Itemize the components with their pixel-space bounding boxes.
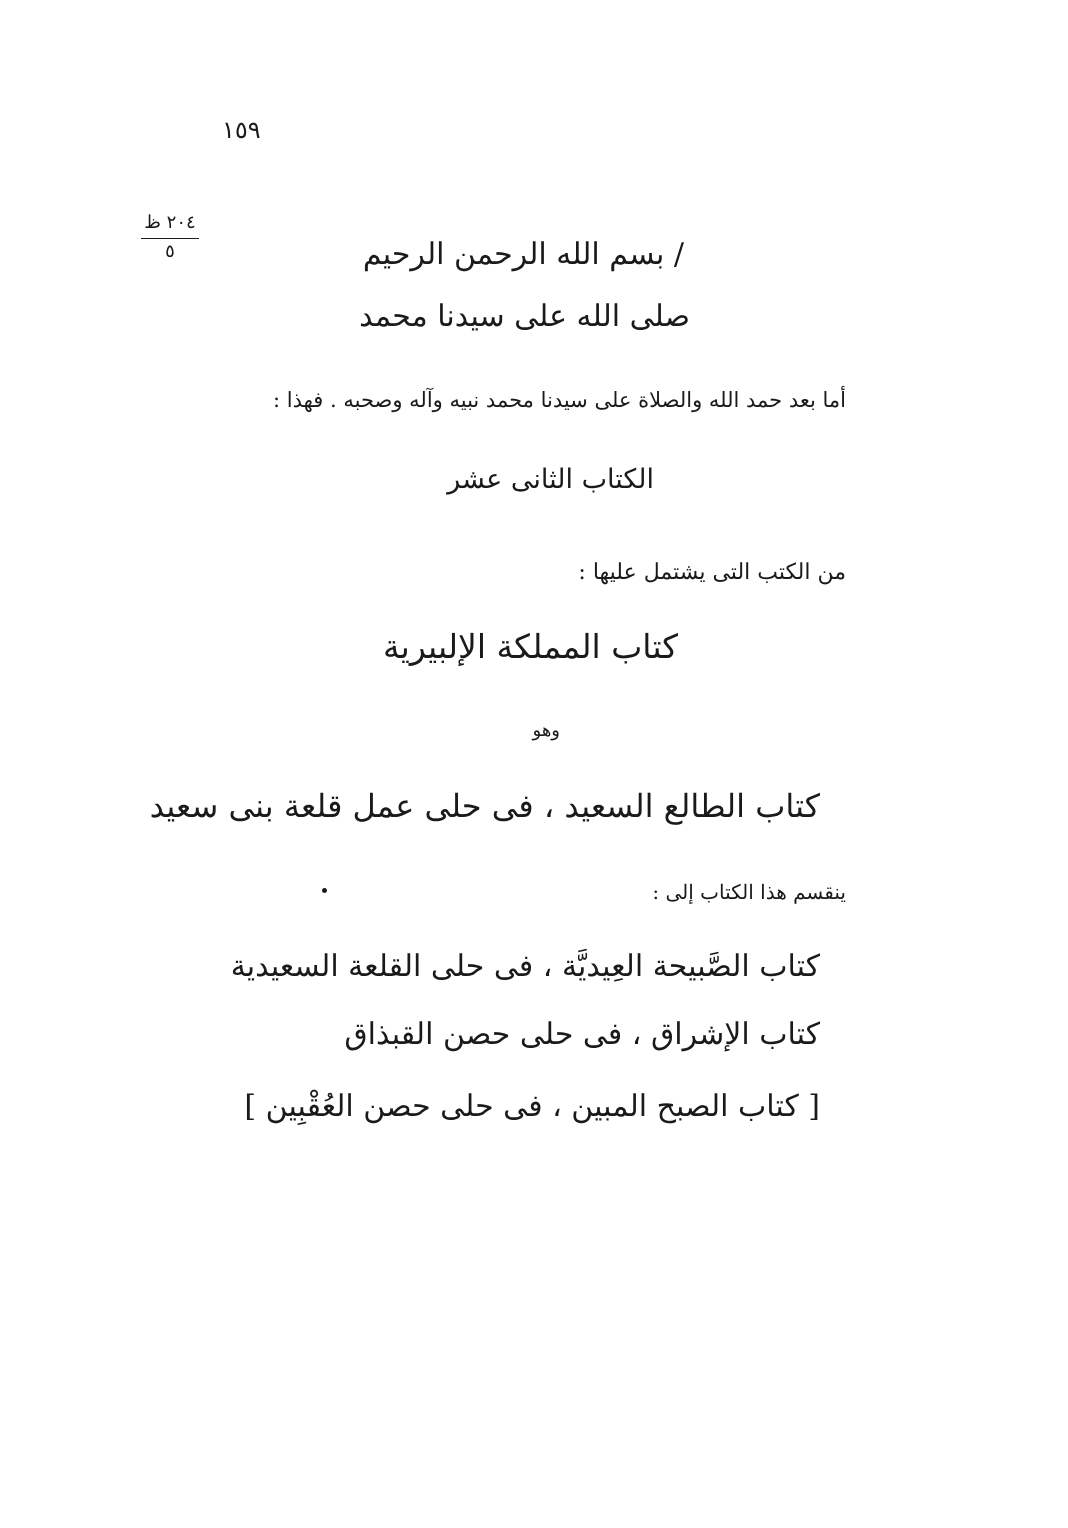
folio-marker bbox=[140, 214, 200, 261]
intro-paragraph: أما بعد حمد الله والصلاة على سيدنا محمد نبيه وآله وصحبه . فهذا : bbox=[273, 388, 846, 412]
page-number: ١٥٩ bbox=[222, 116, 261, 144]
taliq-title: كتاب الطالع السعيد ، فى حلى عمل قلعة بنى سعيد bbox=[149, 787, 820, 825]
includes-line: من الكتب التى يشتمل عليها : bbox=[578, 560, 846, 585]
folio-sub-number: ٥ bbox=[165, 241, 175, 262]
basmala-line: / بسم الله الرحمن الرحيم bbox=[362, 237, 684, 272]
sub-book-2: كتاب الإشراق ، فى حلى حصن القبذاق bbox=[344, 1017, 820, 1052]
ink-dot bbox=[322, 888, 327, 893]
divided-line: ينقسم هذا الكتاب إلى : bbox=[652, 880, 846, 904]
folio-rule bbox=[141, 238, 199, 239]
salat-line: صلى الله على سيدنا محمد bbox=[359, 299, 690, 334]
folio-number: ٢٠٤ ظ bbox=[144, 212, 196, 233]
sub-book-3: [ كتاب الصبح المبين ، فى حلى حصن العُقْبِين ] bbox=[244, 1089, 820, 1124]
sub-book-1: كتاب الصَّبيحة العِيديَّة ، فى حلى القلعة السعيدية bbox=[230, 949, 820, 984]
connector-word: وهو bbox=[532, 720, 560, 741]
kingdom-title: كتاب المملكة الإلبيرية bbox=[382, 627, 678, 666]
book-heading: الكتاب الثانى عشر bbox=[447, 464, 654, 495]
